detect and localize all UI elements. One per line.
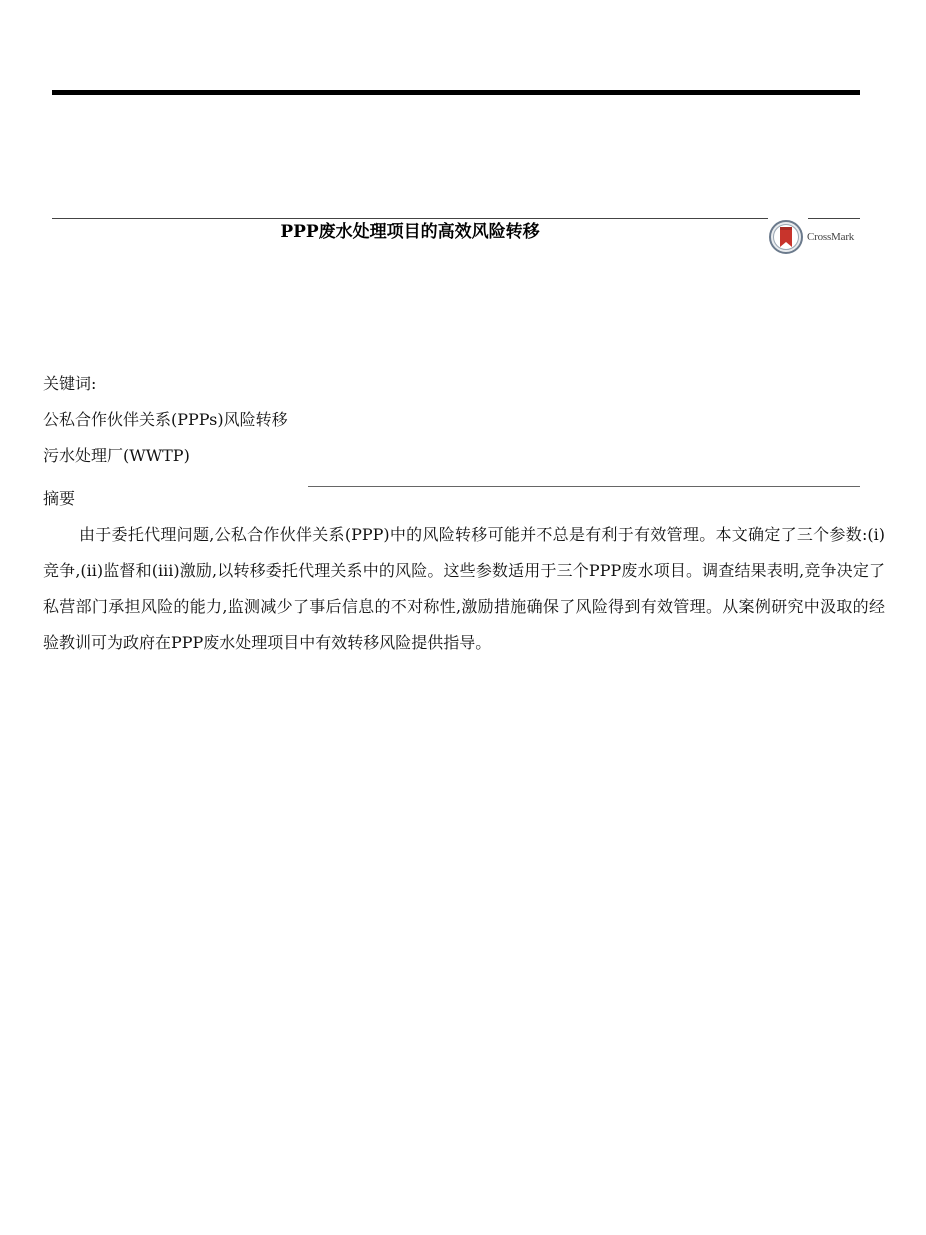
crossmark-icon: [769, 220, 803, 254]
paper-title: PPP废水处理项目的高效风险转移: [280, 222, 540, 242]
title-rule: [52, 218, 768, 219]
top-rule: [52, 90, 860, 95]
abstract-rule: [308, 486, 860, 487]
abstract-heading: 摘要: [43, 489, 76, 508]
crossmark-label: CrossMark: [807, 231, 855, 243]
keywords-section: [43, 366, 643, 474]
keywords-label: 关键词:: [43, 374, 97, 393]
keyword-item: 公私合作伙伴关系(PPPs)风险转移: [43, 410, 288, 429]
crossmark-badge[interactable]: [769, 219, 854, 255]
abstract-body: 由于委托代理问题,公私合作伙伴关系(PPP)中的风险转移可能并不总是有利于有效管理。本文确定了三个参数:(i)竞争,(ii)监督和(iii)激励,以转移委托代理关系中的风险。这些参数适用于三个PPP废水项目。调查结果表明,竞争决定了私营部门承担风险的能力,监测减少了事后信息的不对称性,激励措施确保了风险得到有效管理。从案例研究中汲取的经验教训可为政府在PPP废水处理项目中有效转移风险提供指导。: [43, 525, 885, 652]
keyword-item: 污水处理厂(WWTP): [43, 446, 190, 465]
